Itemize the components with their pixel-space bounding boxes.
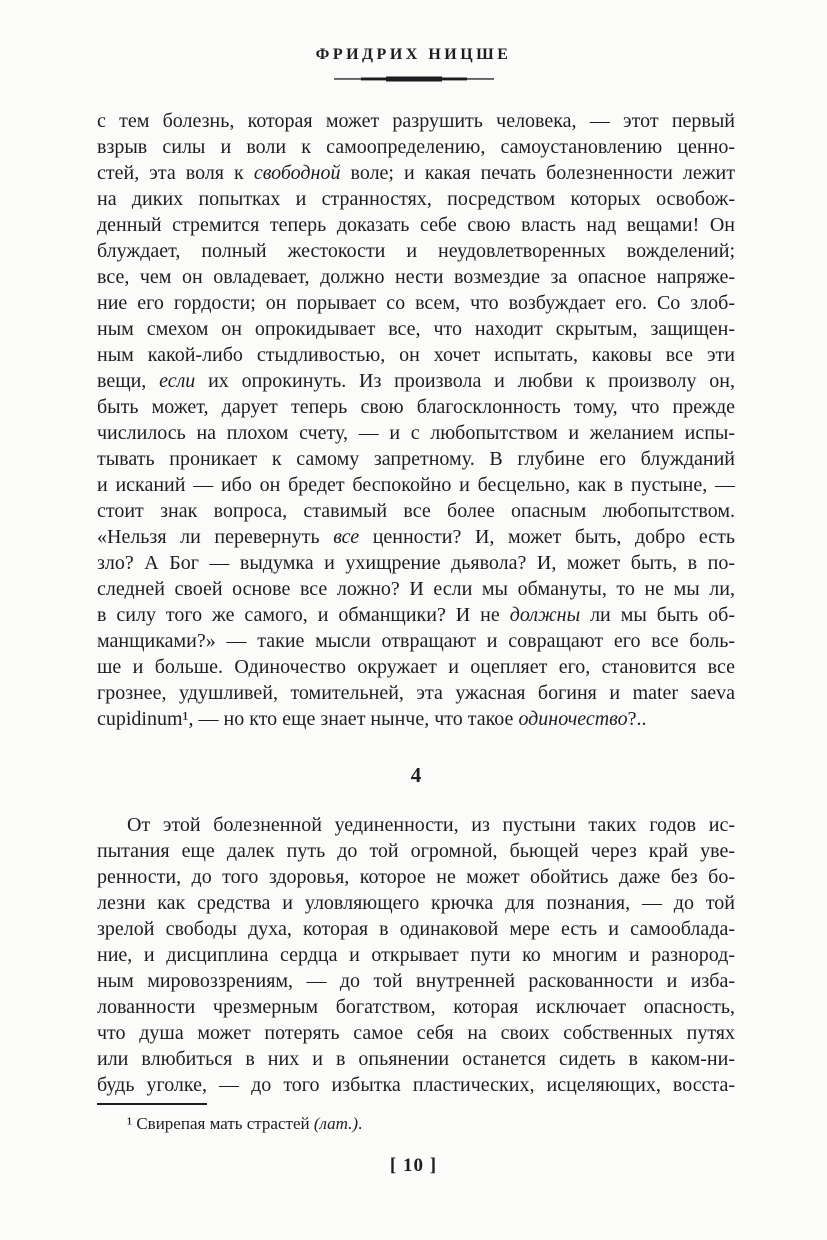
text-line: пытания еще далек путь до той огромной, бьющей через край уве-	[97, 840, 735, 862]
footnote: ¹ Свирепая мать страстей (лат.).	[127, 1113, 363, 1133]
text-line: взрыв силы и воли к самоопределению, самоустановлению ценно-	[97, 136, 735, 158]
text-line: зрелой свободы духа, которая в одинаковой мере есть и самооблада-	[97, 918, 735, 940]
text-line: числилось на плохом счету, — и с любопытством и желанием испы-	[97, 422, 735, 444]
text-line: тывать проникает к самому запретному. В глубине его блужданий	[97, 448, 735, 470]
text-line: ние его гордости; он порывает со всем, что возбуждает его. Со злоб-	[97, 292, 735, 314]
page-number: [ 10 ]	[389, 1154, 438, 1176]
text-line: ным мировоззрениям, — до той внутренней раскованности и изба-	[97, 970, 735, 992]
page-footer	[0, 1103, 827, 1177]
text-line: и исканий — ибо он бредет беспокойно и бесцельно, как в пустыне, —	[97, 474, 735, 496]
footnote-rule	[97, 1103, 207, 1105]
header-divider	[0, 76, 827, 82]
text-line: быть может, дарует теперь свою благосклонность тому, что прежде	[97, 396, 735, 418]
text-line: денный стремится теперь доказать себе свою власть над вещами! Он	[97, 214, 735, 236]
text-line: с тем болезнь, которая может разрушить человека, — этот первый	[97, 110, 735, 132]
text-line: все, чем он овладевает, должно нести возмездие за опасное напряже-	[97, 266, 735, 288]
running-head-title: ФРИДРИХ НИЦШЕ	[315, 46, 512, 63]
text-line: следней своей основе все ложно? И если мы обмануты, то не мы ли,	[97, 578, 735, 600]
text-line: ным какой-либо стыдливостью, он хочет испытать, каковы все эти	[97, 344, 735, 366]
text-line: ным смехом он опрокидывает все, что находит скрытым, защищен-	[97, 318, 735, 340]
paragraph-section-4	[97, 812, 735, 1098]
text-line: ние, и дисциплина сердца и открывает пути ко многим и разнород-	[97, 944, 735, 966]
text-line: лезни как средства и уловляющего крючка для познания, — до той	[97, 892, 735, 914]
text-block	[97, 108, 735, 1098]
text-line: вещи, если их опрокинуть. Из произвола и любви к произволу он,	[97, 370, 735, 392]
text-line: в силу того же самого, и обманщики? И не должны ли мы быть об-	[97, 604, 735, 626]
text-line: или влюбиться в них и в опьянении останется сидеть в каком-ни-	[97, 1048, 735, 1070]
text-line: зло? А Бог — выдумка и ухищрение дьявола? И, может быть, в по-	[97, 552, 735, 574]
text-line: cupidinum¹, — но кто еще знает нынче, что такое одиночество?..	[97, 708, 647, 730]
text-line: блуждает, полный жестокости и неудовлетворенных вожделений;	[97, 240, 735, 262]
text-line: манщиками?» — такие мысли отвращают и совращают его все боль-	[97, 630, 735, 652]
text-line: ше и больше. Одиночество окружает и оцепляет его, становится все	[97, 656, 735, 678]
text-line: лованности чрезмерным богатством, которая исключает опасность,	[97, 996, 735, 1018]
text-line: что душа может потерять самое себя на своих собственных путях	[97, 1022, 735, 1044]
text-line: стей, эта воля к свободной воле; и какая печать болезненности лежит	[97, 162, 736, 184]
text-line: От этой болезненной уединенности, из пустыни таких годов ис-	[127, 814, 735, 836]
text-line: грознее, удушливей, томительней, эта ужасная богиня и mater saeva	[97, 682, 735, 704]
text-line: стоит знак вопроса, ставимый все более опасным любопытством.	[97, 500, 735, 522]
text-line: «Нельзя ли перевернуть все ценности? И, может быть, добро есть	[97, 526, 735, 548]
swelled-rule-divider	[334, 76, 494, 82]
section-number: 4	[410, 763, 422, 787]
text-line: на диких попытках и странностях, посредством которых освобож-	[97, 188, 735, 210]
text-line: ренности, до того здоровья, которое не может обойтись даже без бо-	[97, 866, 735, 888]
paragraph-continuation	[97, 108, 735, 732]
text-line: будь уголке, — до того избытка пластических, исцеляющих, восста-	[97, 1074, 735, 1096]
running-head	[0, 0, 827, 82]
